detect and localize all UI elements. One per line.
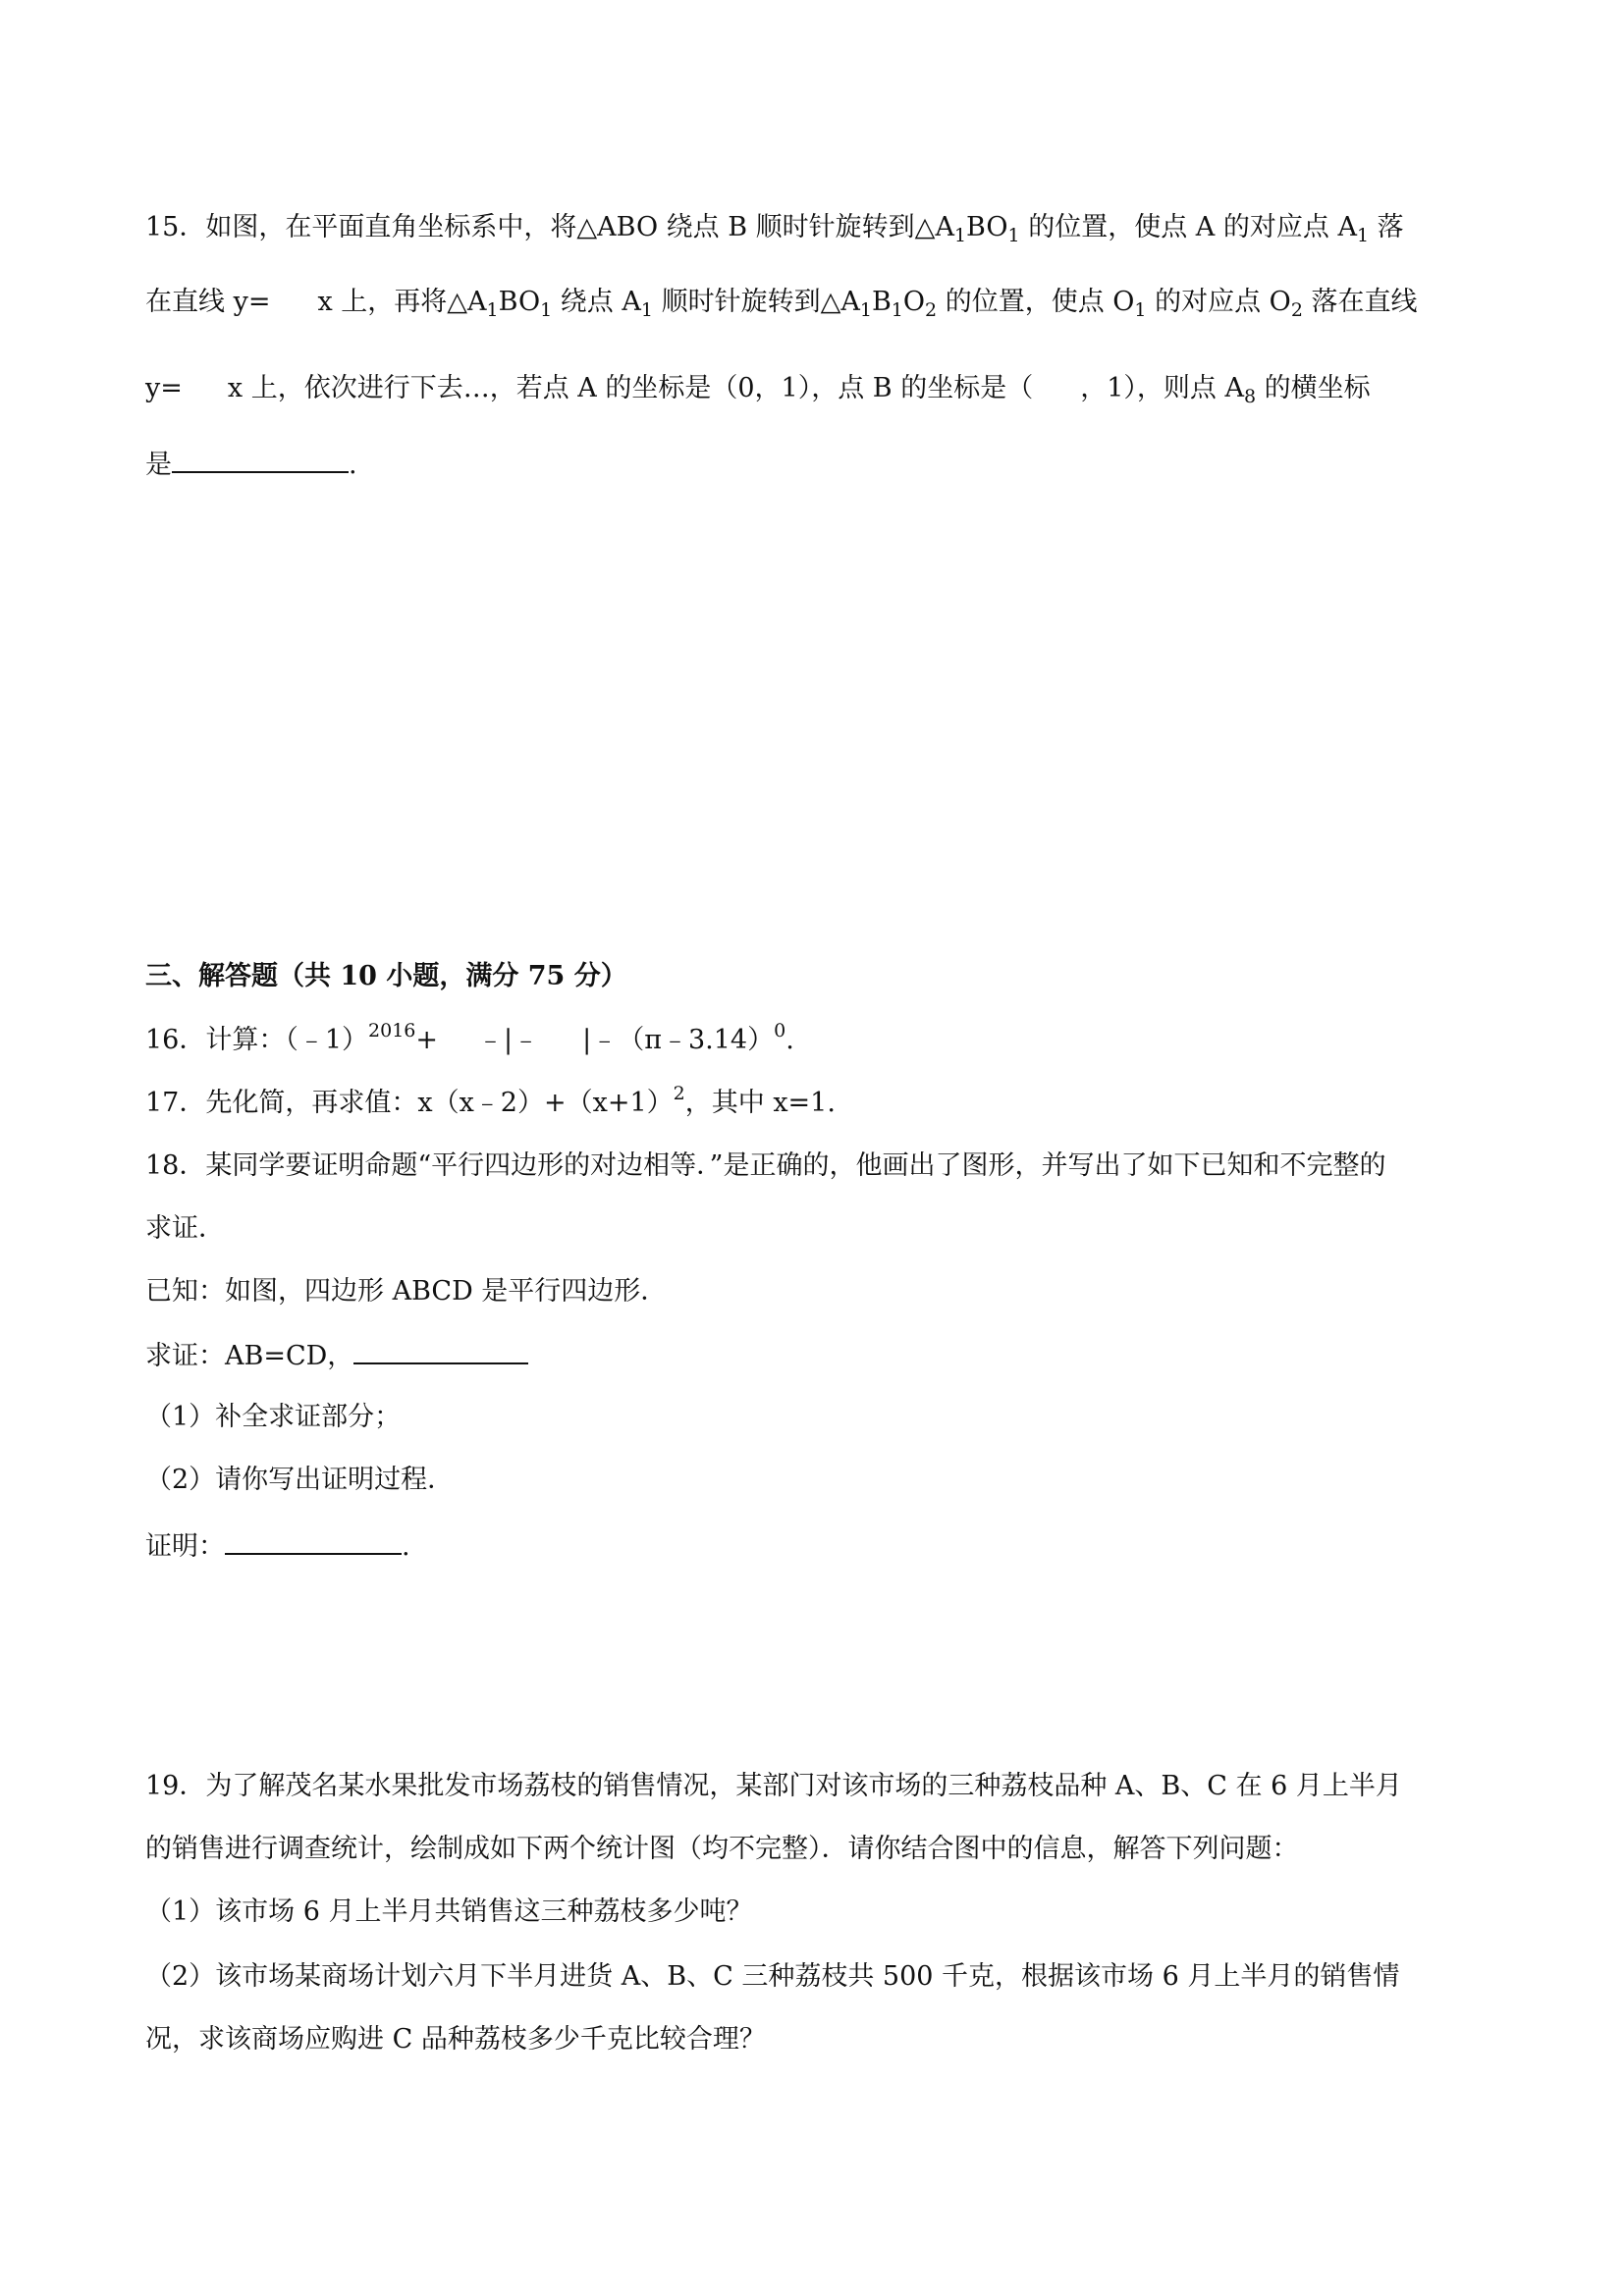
q16-text: 16．计算：（﹣1） [145, 1025, 369, 1055]
q18-part-1: （1）补全求证部分； [145, 1402, 402, 1432]
subscript: 1 [1134, 299, 1147, 321]
q15-text: BO [498, 287, 541, 317]
q18-text: . [402, 1531, 410, 1562]
subscript: 1 [859, 299, 872, 321]
q18-text: 证明： [145, 1531, 225, 1562]
q18-prove [145, 1337, 1487, 1374]
subscript: 1 [640, 299, 653, 321]
q18-proof [145, 1527, 1487, 1565]
q16-text: ﹣|﹣ [477, 1025, 540, 1055]
subscript: 1 [1356, 225, 1370, 246]
q15-text: 的横坐标 [1256, 373, 1371, 403]
superscript: 2 [673, 1083, 685, 1104]
q19-part-1: （1）该市场 6 月上半月共销售这三种荔枝多少吨？ [145, 1896, 753, 1927]
subscript: 2 [925, 299, 938, 321]
q15-line-1 [145, 210, 1487, 245]
q16-line [145, 1020, 1487, 1058]
superscript: 2016 [368, 1020, 416, 1041]
q15-text: O [902, 287, 926, 317]
q15-text: 的对应点 O [1146, 287, 1291, 317]
answer-blank[interactable] [172, 446, 349, 473]
q18-part-2: （2）请你写出证明过程． [145, 1465, 455, 1495]
superscript: 0 [774, 1020, 786, 1041]
q18-given: 已知：如图，四边形 ABCD 是平行四边形． [145, 1276, 668, 1307]
subscript: 1 [540, 299, 553, 321]
q15-text: 在直线 y= [145, 287, 271, 317]
q16-text: . [785, 1025, 794, 1055]
q15-text: B [871, 287, 892, 317]
answer-blank[interactable] [353, 1337, 528, 1364]
q15-text: x 上，依次进行下去…，若点 A 的坐标是（0，1），点 B 的坐标是（ [227, 373, 1034, 403]
q15-line-3 [145, 371, 1487, 406]
q18-line-2: 求证． [145, 1213, 225, 1244]
subscript: 1 [486, 299, 499, 321]
q17-text: ，其中 x=1. [684, 1088, 836, 1118]
q15-text: BO [966, 212, 1008, 242]
q15-line-2 [145, 285, 1487, 320]
subscript: 1 [1007, 225, 1020, 246]
q15-text: ，1），则点 A [1080, 373, 1244, 403]
q16-text: |﹣（π﹣3.14） [582, 1025, 775, 1055]
q15-text: 15．如图，在平面直角坐标系中，将△ABO 绕点 B 顺时针旋转到△A [145, 212, 954, 242]
section-title: 三、解答题（共 10 小题，满分 75 分） [145, 961, 627, 991]
q18-text: 求证：AB=CD， [145, 1341, 354, 1371]
q15-text: 落在直线 [1302, 287, 1418, 317]
q19-line-1: 19．为了解茂名某水果批发市场荔枝的销售情况，某部门对该市场的三种荔枝品种 A、B、C 在 6 月上半月 [145, 1771, 1402, 1801]
subscript: 1 [953, 225, 967, 246]
q15-text: . [349, 450, 357, 480]
q15-text: x 上，再将△A [317, 287, 487, 317]
answer-blank[interactable] [225, 1527, 402, 1555]
q15-text: y= [145, 373, 183, 403]
q15-text: 落 [1369, 212, 1404, 242]
q19-line-2: 的销售进行调查统计，绘制成如下两个统计图（均不完整）．请你结合图中的信息，解答下列问题： [145, 1834, 1299, 1864]
q18-line-1: 18．某同学要证明命题“平行四边形的对边相等．”是正确的，他画出了图形，并写出了如下已知和不完整的 [145, 1150, 1386, 1181]
subscript: 8 [1244, 386, 1257, 407]
q17-text: 17．先化简，再求值：x（x﹣2）+（x+1） [145, 1088, 674, 1118]
q17-line [145, 1083, 1487, 1121]
q15-text: 绕点 A [552, 287, 641, 317]
q15-text: 的位置，使点 A 的对应点 A [1019, 212, 1357, 242]
q15-text: 顺时针旋转到△A [652, 287, 860, 317]
q16-text: + [415, 1025, 439, 1055]
q15-line-4 [145, 446, 1487, 483]
subscript: 2 [1290, 299, 1303, 321]
q19-part-2-line-1: （2）该市场某商场计划六月下半月进货 A、B、C 三种荔枝共 500 千克，根据该市场 6 月上半月的销售情 [145, 1961, 1400, 1992]
q15-text: 是 [145, 450, 172, 480]
subscript: 1 [891, 299, 903, 321]
q15-text: 的位置，使点 O [937, 287, 1135, 317]
q19-part-2-line-2: 况，求该商场应购进 C 品种荔枝多少千克比较合理？ [145, 2024, 766, 2055]
